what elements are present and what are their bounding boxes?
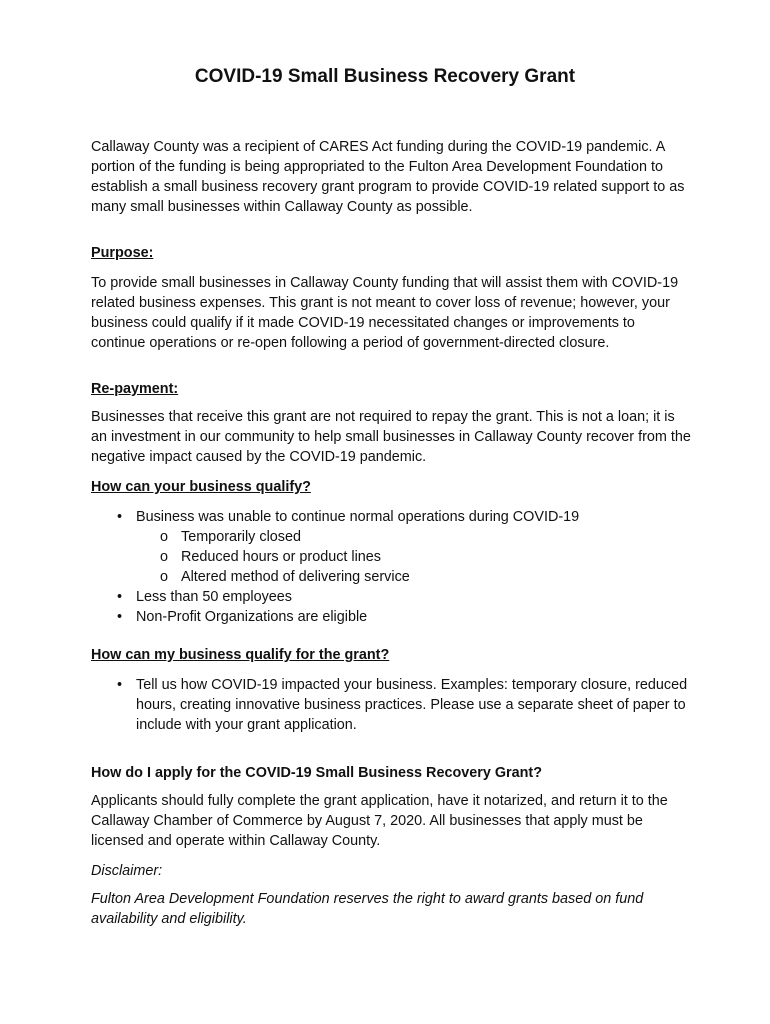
repayment-paragraph: Businesses that receive this grant are not required to repay the grant. This is not a loan; it is an investment in our community to help small businesses in Callaway County recover from the negative impact caused by the COVID-19 pandemic. <box>91 409 691 465</box>
list-item: • Non-Profit Organizations are eligible <box>91 607 691 627</box>
qualify-heading: How can your business qualify? <box>91 479 311 495</box>
intro-paragraph: Callaway County was a recipient of CARES Act funding during the COVID-19 pandemic. A portion of the funding is being appropriated to the Fulton Area Development Foundation to establish a small business recovery grant program to provide COVID-19 related support to as many small businesses within Callaway County as possible. <box>91 139 685 215</box>
repayment-heading: Re-payment: <box>91 381 179 397</box>
disclaimer-paragraph: Fulton Area Development Foundation reserves the right to award grants based on fund availability and eligibility. <box>91 891 644 927</box>
purpose-heading: Purpose: <box>91 245 154 261</box>
list-item <box>91 507 691 587</box>
disclaimer-label: Disclaimer: <box>91 863 163 879</box>
apply-paragraph: Applicants should fully complete the grant application, have it notarized, and return it to the Callaway Chamber of Commerce by August 7, 2020. All businesses that apply must be licensed and operate within Callaway County. <box>91 793 668 849</box>
list-item: o Reduced hours or product lines <box>136 547 691 567</box>
list-item: o Altered method of delivering service <box>136 567 691 587</box>
list-item: o Temporarily closed <box>136 527 691 547</box>
list-item: • Less than 50 employees <box>91 587 691 607</box>
list-item-text: Business was unable to continue normal operations during COVID-19 <box>136 509 580 525</box>
page-title: COVID-19 Small Business Recovery Grant <box>194 66 576 87</box>
list-item: • Tell us how COVID-19 impacted your business. Examples: temporary closure, reduced hours, creating innovative business practices. Please use a separate sheet of paper to include with your grant application. <box>91 675 691 735</box>
apply-heading: How do I apply for the COVID-19 Small Business Recovery Grant? <box>91 765 543 781</box>
qualify-list <box>91 507 691 627</box>
qualify-sub-list <box>136 527 691 587</box>
grant-list <box>91 675 691 735</box>
grant-heading: How can my business qualify for the grant? <box>91 647 390 663</box>
purpose-paragraph: To provide small businesses in Callaway County funding that will assist them with COVID-19 related business expenses. This grant is not meant to cover loss of revenue; however, your business could qualify if it made COVID-19 necessitated changes or improvements to continue operations or re-open following a period of government-directed closure. <box>91 275 679 351</box>
